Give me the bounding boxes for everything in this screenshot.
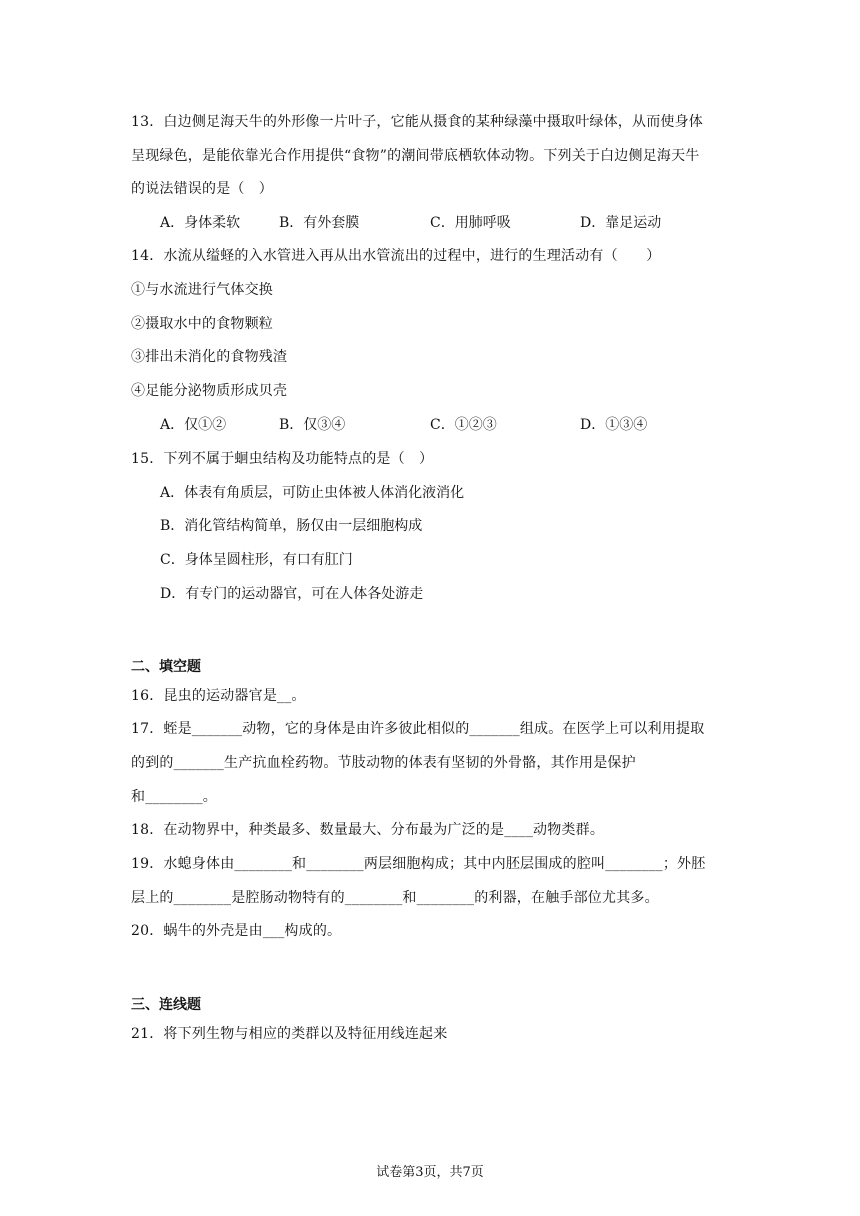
q17-line-3: 和________。	[131, 789, 217, 805]
q14-item-1: ①与水流进行气体交换	[131, 282, 273, 298]
q14-option-b: B．仅③④	[279, 417, 346, 433]
q15-option-d: D．有专门的运动器官，可在人体各处游走	[160, 586, 424, 602]
q14-option-a: A．仅①②	[160, 417, 227, 433]
q15-option-b: B．消化管结构简单，肠仅由一层细胞构成	[160, 518, 423, 534]
q17-line-2: 的到的_______生产抗血栓药物。节肢动物的体表有坚韧的外骨骼，其作用是保护	[131, 755, 636, 771]
q17-line-1: 17．蛭是_______动物，它的身体是由许多彼此相似的_______组成。在医学上可以利用提取	[131, 721, 705, 737]
q15-option-a: A．体表有角质层，可防止虫体被人体消化液消化	[160, 485, 465, 501]
q16: 16．昆虫的运动器官是__。	[131, 688, 306, 704]
q15-stem: 15．下列不属于蛔虫结构及功能特点的是（ ）	[131, 451, 434, 467]
q14-option-c: C．①②③	[430, 417, 497, 433]
q14-item-3: ③排出未消化的食物残渣	[131, 349, 288, 365]
q13-line-1: 13．白边侧足海天牛的外形像一片叶子，它能从摄食的某种绿藻中摄取叶绿体，从而使身体	[131, 114, 704, 130]
q13-line-3: 的说法错误的是（ ）	[131, 181, 273, 197]
q13-option-d: D．靠足运动	[580, 215, 662, 231]
q13-line-2: 呈现绿色，是能依靠光合作用提供“食物”的潮间带底栖软体动物。下列关于白边侧足海天牛	[131, 148, 700, 164]
page-footer: 试卷第3页，共7页	[376, 1165, 484, 1180]
q21: 21．将下列生物与相应的类群以及特征用线连起来	[131, 1026, 448, 1042]
q13-option-a: A．身体柔软	[160, 215, 241, 231]
q19-line-1: 19．水螅身体由________和________两层细胞构成；其中内胚层围成的腔叫________；外胚	[131, 856, 706, 872]
q14-item-4: ④足能分泌物质形成贝壳	[131, 383, 288, 399]
q13-option-c: C．用肺呼吸	[430, 215, 511, 231]
section-fill-in-title: 二、填空题	[131, 659, 201, 675]
q20: 20．蜗牛的外壳是由___构成的。	[131, 923, 342, 939]
section-matching-title: 三、连线题	[131, 997, 201, 1013]
q15-option-c: C．身体呈圆柱形，有口有肛门	[160, 552, 353, 568]
q14-item-2: ②摄取水中的食物颗粒	[131, 316, 273, 332]
q19-line-2: 层上的________是腔肠动物特有的________和________的利器，在触手部位尤其多。	[131, 890, 659, 906]
q14-stem: 14．水流从缢蛏的入水管进入再从出水管流出的过程中，进行的生理活动有（ ）	[131, 248, 661, 264]
q13-option-b: B．有外套膜	[279, 215, 360, 231]
q14-option-d: D．①③④	[580, 417, 648, 433]
q18: 18．在动物界中，种类最多、数量最大、分布最为广泛的是____动物类群。	[131, 822, 605, 838]
